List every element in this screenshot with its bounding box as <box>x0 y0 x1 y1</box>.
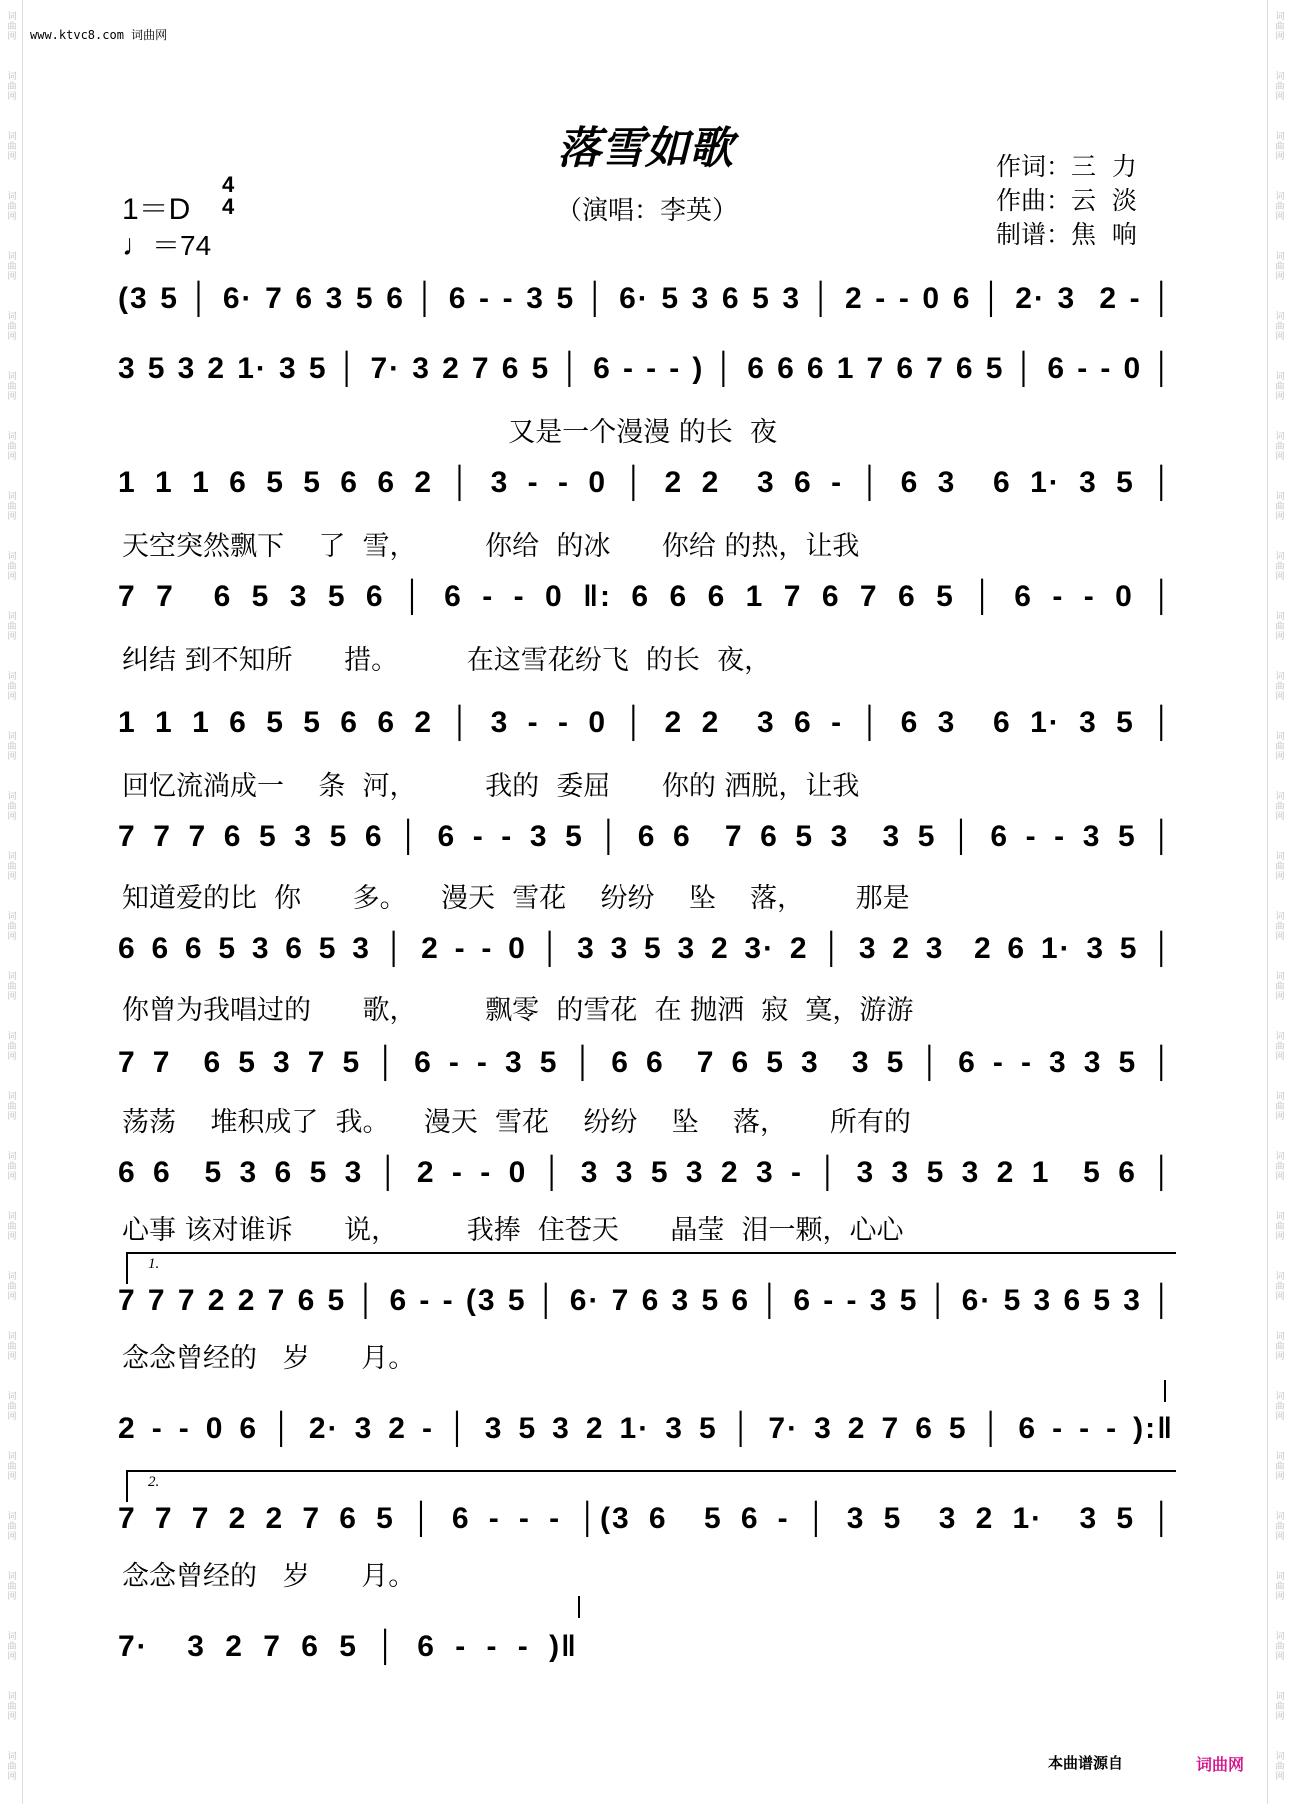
lyric-line: 又是一个漫漫 的长 夜 <box>122 417 777 448</box>
lyric-line: 荡荡 堆积成了 我。 漫天 雪花 纷纷 坠 落， 所有的 <box>122 1107 911 1138</box>
watermark-text: 词曲网 <box>7 972 17 1002</box>
watermark-text: 词曲网 <box>1275 1032 1285 1062</box>
music-line: 6 6 5 3 6 5 3 │ 2 - - 0 │ 3 3 5 3 2 3 - │ 3 3 5 3 2 1 5 6 │ <box>118 1156 1174 1189</box>
music-line: 6 6 6 5 3 6 5 3 │ 2 - - 0 │ 3 3 5 3 2 3· 2 │ 3 2 3 2 6 1· 3 5 │ <box>118 932 1174 965</box>
music-line: 3 5 3 2 1· 3 5 │ 7· 3 2 7 6 5 │ 6 - - - ) │ 6 6 6 1 7 6 7 6 5 │ 6 - - 0 │ <box>118 352 1174 385</box>
watermark-text: 词曲网 <box>1275 972 1285 1002</box>
watermark-text: 词曲网 <box>7 312 17 342</box>
volta-2-end <box>578 1596 580 1618</box>
right-watermark-strip <box>1267 0 1290 1804</box>
watermark-text: 词曲网 <box>7 1032 17 1062</box>
watermark-text: 词曲网 <box>1275 192 1285 222</box>
composer-credit: 作曲：云 淡 <box>996 186 1137 215</box>
watermark-text: 词曲网 <box>7 672 17 702</box>
watermark-text: 词曲网 <box>1275 1572 1285 1602</box>
quarter-note-icon: ♩ <box>122 229 152 262</box>
music-line: 7· 3 2 7 6 5 │ 6 - - - )‖ <box>118 1630 578 1663</box>
watermark-text: 词曲网 <box>1275 492 1285 522</box>
watermark-text: 词曲网 <box>7 912 17 942</box>
watermark-text: 词曲网 <box>7 12 17 42</box>
watermark-text: 词曲网 <box>7 792 17 822</box>
watermark-text: 词曲网 <box>7 1332 17 1362</box>
watermark-text: 词曲网 <box>1275 252 1285 282</box>
watermark-text: 词曲网 <box>1275 1152 1285 1182</box>
watermark-text: 词曲网 <box>1275 672 1285 702</box>
music-line: 1 1 1 6 5 5 6 6 2 │ 3 - - 0 │ 2 2 3 6 - │ 6 3 6 1· 3 5 │ <box>118 466 1174 499</box>
watermark-text: 词曲网 <box>7 1632 17 1662</box>
watermark-text: 词曲网 <box>7 1692 17 1722</box>
key-signature: 1＝D <box>122 193 191 226</box>
watermark-text: 词曲网 <box>1275 852 1285 882</box>
watermark-text: 词曲网 <box>1275 132 1285 162</box>
watermark-text: 词曲网 <box>7 852 17 882</box>
watermark-text: 词曲网 <box>7 1392 17 1422</box>
music-line: 7 7 6 5 3 5 6 │ 6 - - 0 ‖: 6 6 6 1 7 6 7 6 5 │ 6 - - 0 │ <box>118 580 1174 613</box>
watermark-text: 词曲网 <box>7 372 17 402</box>
credits-block <box>996 150 1137 252</box>
transcriber-credit: 制谱：焦 响 <box>996 220 1137 249</box>
watermark-text: 词曲网 <box>7 552 17 582</box>
lyric-line: 知道爱的比 你 多。 漫天 雪花 纷纷 坠 落， 那是 <box>122 883 910 914</box>
volta-2-bracket <box>126 1470 1176 1502</box>
watermark-text: 词曲网 <box>1275 72 1285 102</box>
lyric-line: 念念曾经的 岁 月。 <box>122 1343 416 1374</box>
watermark-text: 词曲网 <box>1275 1752 1285 1782</box>
left-watermark-strip <box>0 0 23 1804</box>
watermark-text: 词曲网 <box>7 1212 17 1242</box>
watermark-text: 词曲网 <box>7 192 17 222</box>
time-signature <box>222 174 234 218</box>
watermark-text: 词曲网 <box>7 1272 17 1302</box>
watermark-text: 词曲网 <box>1275 1512 1285 1542</box>
watermark-text: 词曲网 <box>1275 432 1285 462</box>
lyric-line: 回忆流淌成一 条 河， 我的 委屈 你的 洒脱，让我 <box>122 771 860 802</box>
watermark-text: 词曲网 <box>1275 12 1285 42</box>
watermark-text: 词曲网 <box>7 612 17 642</box>
watermark-text: 词曲网 <box>1275 792 1285 822</box>
watermark-text: 词曲网 <box>7 1452 17 1482</box>
watermark-text: 词曲网 <box>1275 1632 1285 1662</box>
music-line: 7 7 6 5 3 7 5 │ 6 - - 3 5 │ 6 6 7 6 5 3 3 5 │ 6 - - 3 3 5 │ <box>118 1046 1174 1079</box>
tempo-marking <box>122 224 211 264</box>
lyric-line: 心事 该对谁诉 说， 我捧 住苍天 晶莹 泪一颗，心心 <box>122 1215 904 1246</box>
volta-1-bracket <box>126 1252 1176 1284</box>
lyric-line: 纠结 到不知所 措。 在这雪花纷飞 的长 夜， <box>122 645 772 676</box>
volta-2-label: 2. <box>148 1474 160 1490</box>
music-line: 1 1 1 6 5 5 6 6 2 │ 3 - - 0 │ 2 2 3 6 - │ 6 3 6 1· 3 5 │ <box>118 706 1174 739</box>
footer-source-text: 本曲谱源自 <box>1048 1754 1124 1772</box>
watermark-text: 词曲网 <box>1275 912 1285 942</box>
lyricist-credit: 作词：三 力 <box>996 152 1137 181</box>
watermark-text: 词曲网 <box>1275 1272 1285 1302</box>
watermark-text: 词曲网 <box>1275 1092 1285 1122</box>
watermark-text: 词曲网 <box>7 252 17 282</box>
watermark-text: 词曲网 <box>7 72 17 102</box>
lyric-line: 念念曾经的 岁 月。 <box>122 1561 416 1592</box>
music-line: 7 7 7 2 2 7 6 5 │ 6 - - - │(3 6 5 6 - │ 3 5 3 2 1· 3 5 │ <box>118 1502 1174 1535</box>
volta-1-label: 1. <box>148 1256 160 1272</box>
music-line: 7 7 7 2 2 7 6 5 │ 6 - - (3 5 │ 6· 7 6 3 5 6 │ 6 - - 3 5 │ 6· 5 3 6 5 3 │ <box>118 1284 1174 1317</box>
lyric-line: 天空突然飘下 了 雪， 你给 的冰 你给 的热，让我 <box>122 531 860 562</box>
music-line: 7 7 7 6 5 3 5 6 │ 6 - - 3 5 │ 6 6 7 6 5 3 3 5 │ 6 - - 3 5 │ <box>118 820 1174 853</box>
time-signature-bottom: 4 <box>222 194 235 219</box>
watermark-text: 词曲网 <box>7 1512 17 1542</box>
watermark-text: 词曲网 <box>1275 732 1285 762</box>
watermark-text: 词曲网 <box>1275 1212 1285 1242</box>
watermark-text: 词曲网 <box>1275 552 1285 582</box>
watermark-text: 词曲网 <box>7 1092 17 1122</box>
lyric-line: 你曾为我唱过的 歌， 飘零 的雪花 在 抛洒 寂 寞，游游 <box>122 995 914 1026</box>
footer-source-link[interactable]: 词曲网 <box>1196 1755 1245 1774</box>
singer-credit: （演唱：李英） <box>556 196 739 226</box>
volta-1-end <box>1164 1380 1166 1402</box>
music-line: 2 - - 0 6 │ 2· 3 2 - │ 3 5 3 2 1· 3 5 │ 7· 3 2 7 6 5 │ 6 - - - ):‖ <box>118 1412 1174 1445</box>
time-signature-top: 4 <box>222 172 235 197</box>
watermark-text: 词曲网 <box>7 492 17 522</box>
watermark-text: 词曲网 <box>7 732 17 762</box>
watermark-text: 词曲网 <box>1275 1332 1285 1362</box>
watermark-text: 词曲网 <box>7 1752 17 1782</box>
watermark-text: 词曲网 <box>1275 1452 1285 1482</box>
watermark-text: 词曲网 <box>1275 372 1285 402</box>
watermark-text: 词曲网 <box>1275 1692 1285 1722</box>
tempo-value: ＝74 <box>152 230 212 261</box>
watermark-text: 词曲网 <box>1275 1392 1285 1422</box>
watermark-text: 词曲网 <box>7 1572 17 1602</box>
watermark-text: 词曲网 <box>7 1152 17 1182</box>
music-line: (3 5 │ 6· 7 6 3 5 6 │ 6 - - 3 5 │ 6· 5 3 6 5 3 │ 2 - - 0 6 │ 2· 3 2 - │ <box>118 282 1174 315</box>
watermark-text: 词曲网 <box>1275 312 1285 342</box>
watermark-text: 词曲网 <box>7 432 17 462</box>
watermark-text: 词曲网 <box>1275 612 1285 642</box>
song-title: 落雪如歌 <box>557 123 733 174</box>
site-url: www.ktvc8.com 词曲网 <box>30 28 168 42</box>
watermark-text: 词曲网 <box>7 132 17 162</box>
